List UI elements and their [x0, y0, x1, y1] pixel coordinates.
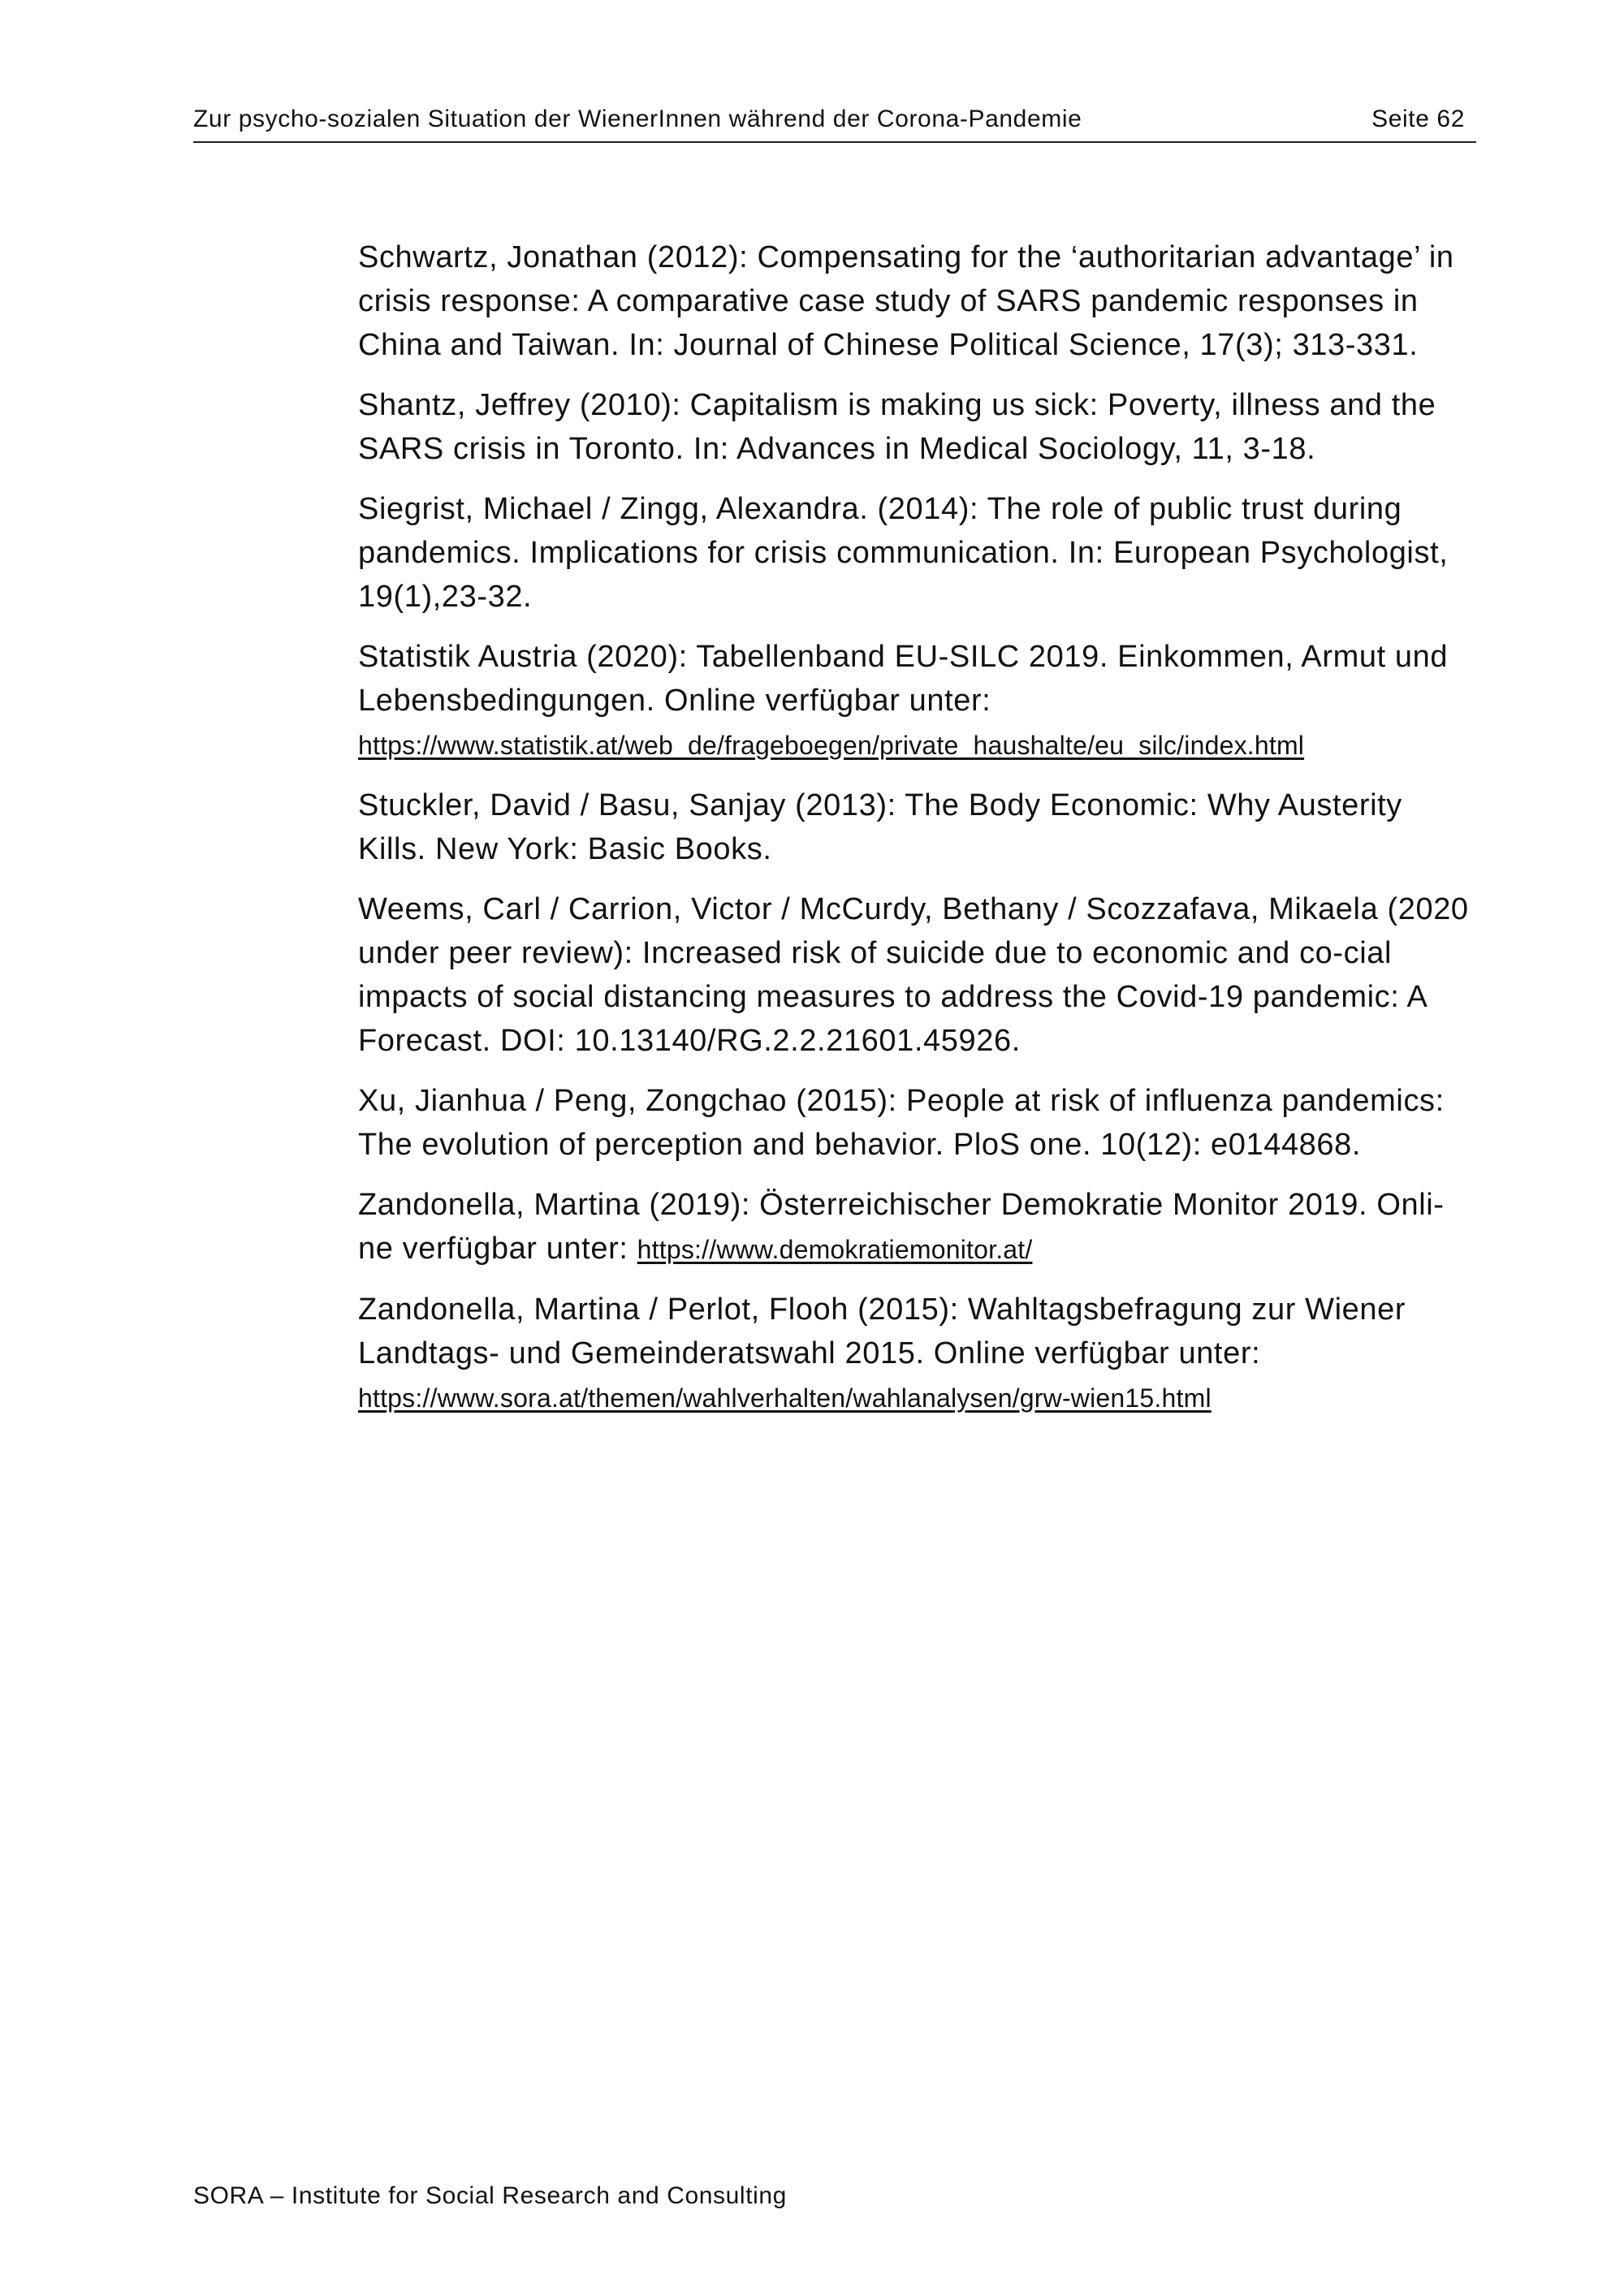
reference-link[interactable]: https://www.statistik.at/web_de/frageboegen/private_haushalte/eu_silc/index.html	[358, 731, 1305, 760]
reference-entry	[358, 383, 1472, 471]
reference-text: Zandonella, Martina (2019): Österreichischer Demokratie Monitor 2019. Onli-ne verfügbar unter:	[358, 1188, 1445, 1266]
reference-entry	[358, 1288, 1472, 1420]
reference-link[interactable]: https://www.demokratiemonitor.at/	[637, 1235, 1033, 1264]
reference-entry	[358, 783, 1472, 871]
page-number: Seite 62	[1371, 106, 1465, 132]
reference-entry	[358, 887, 1472, 1063]
reference-text: Stuckler, David / Basu, Sanjay (2013): The Body Economic: Why Austerity Kills. New York: Basic Books.	[358, 788, 1402, 866]
reference-text: Zandonella, Martina / Perlot, Flooh (2015): Wahltagsbefragung zur Wiener Landtags- und Gemeinderatswahl 2015. Online verfügbar unter:	[358, 1293, 1406, 1370]
reference-text: Schwartz, Jonathan (2012): Compensating for the ‘authoritarian advantage’ in crisis response: A comparative case study of SARS pandemic responses in China and Taiwan. In: Journal of Chinese Political Science, 17(3); 313-331.	[358, 240, 1454, 362]
header-title: Zur psycho-sozialen Situation der WienerInnen während der Corona-Pandemie	[193, 106, 1082, 132]
reference-text: Weems, Carl / Carrion, Victor / McCurdy, Bethany / Scozzafava, Mikaela (2020 under peer review): Increased risk of suicide due to economic and co-cial impacts of social distancing measures to address the Covid-19 pandemic: A Forecast. DOI: 10.13140/RG.2.2.21601.45926.	[358, 892, 1469, 1058]
reference-entry	[358, 1183, 1472, 1271]
page-footer: SORA – Institute for Social Research and Consulting	[193, 2182, 787, 2209]
reference-list	[358, 235, 1472, 1436]
reference-entry	[358, 235, 1472, 367]
reference-entry	[358, 1079, 1472, 1167]
reference-text: Shantz, Jeffrey (2010): Capitalism is making us sick: Poverty, illness and the SARS crisis in Toronto. In: Advances in Medical Sociology, 11, 3-18.	[358, 388, 1436, 466]
reference-entry	[358, 487, 1472, 619]
reference-entry	[358, 635, 1472, 767]
page-header	[193, 102, 1476, 143]
reference-text: Xu, Jianhua / Peng, Zongchao (2015): People at risk of influenza pandemics: The evolution of perception and behavior. PloS one. 10(12): e0144868.	[358, 1084, 1445, 1162]
reference-text: Siegrist, Michael / Zingg, Alexandra. (2014): The role of public trust during pandemics. Implications for crisis communication. In: European Psychologist, 19(1),23-32.	[358, 492, 1449, 614]
reference-text: Statistik Austria (2020): Tabellenband EU-SILC 2019. Einkommen, Armut und Lebensbedingungen. Online verfügbar unter:	[358, 640, 1449, 718]
reference-link[interactable]: https://www.sora.at/themen/wahlverhalten/wahlanalysen/grw-wien15.html	[358, 1383, 1212, 1413]
